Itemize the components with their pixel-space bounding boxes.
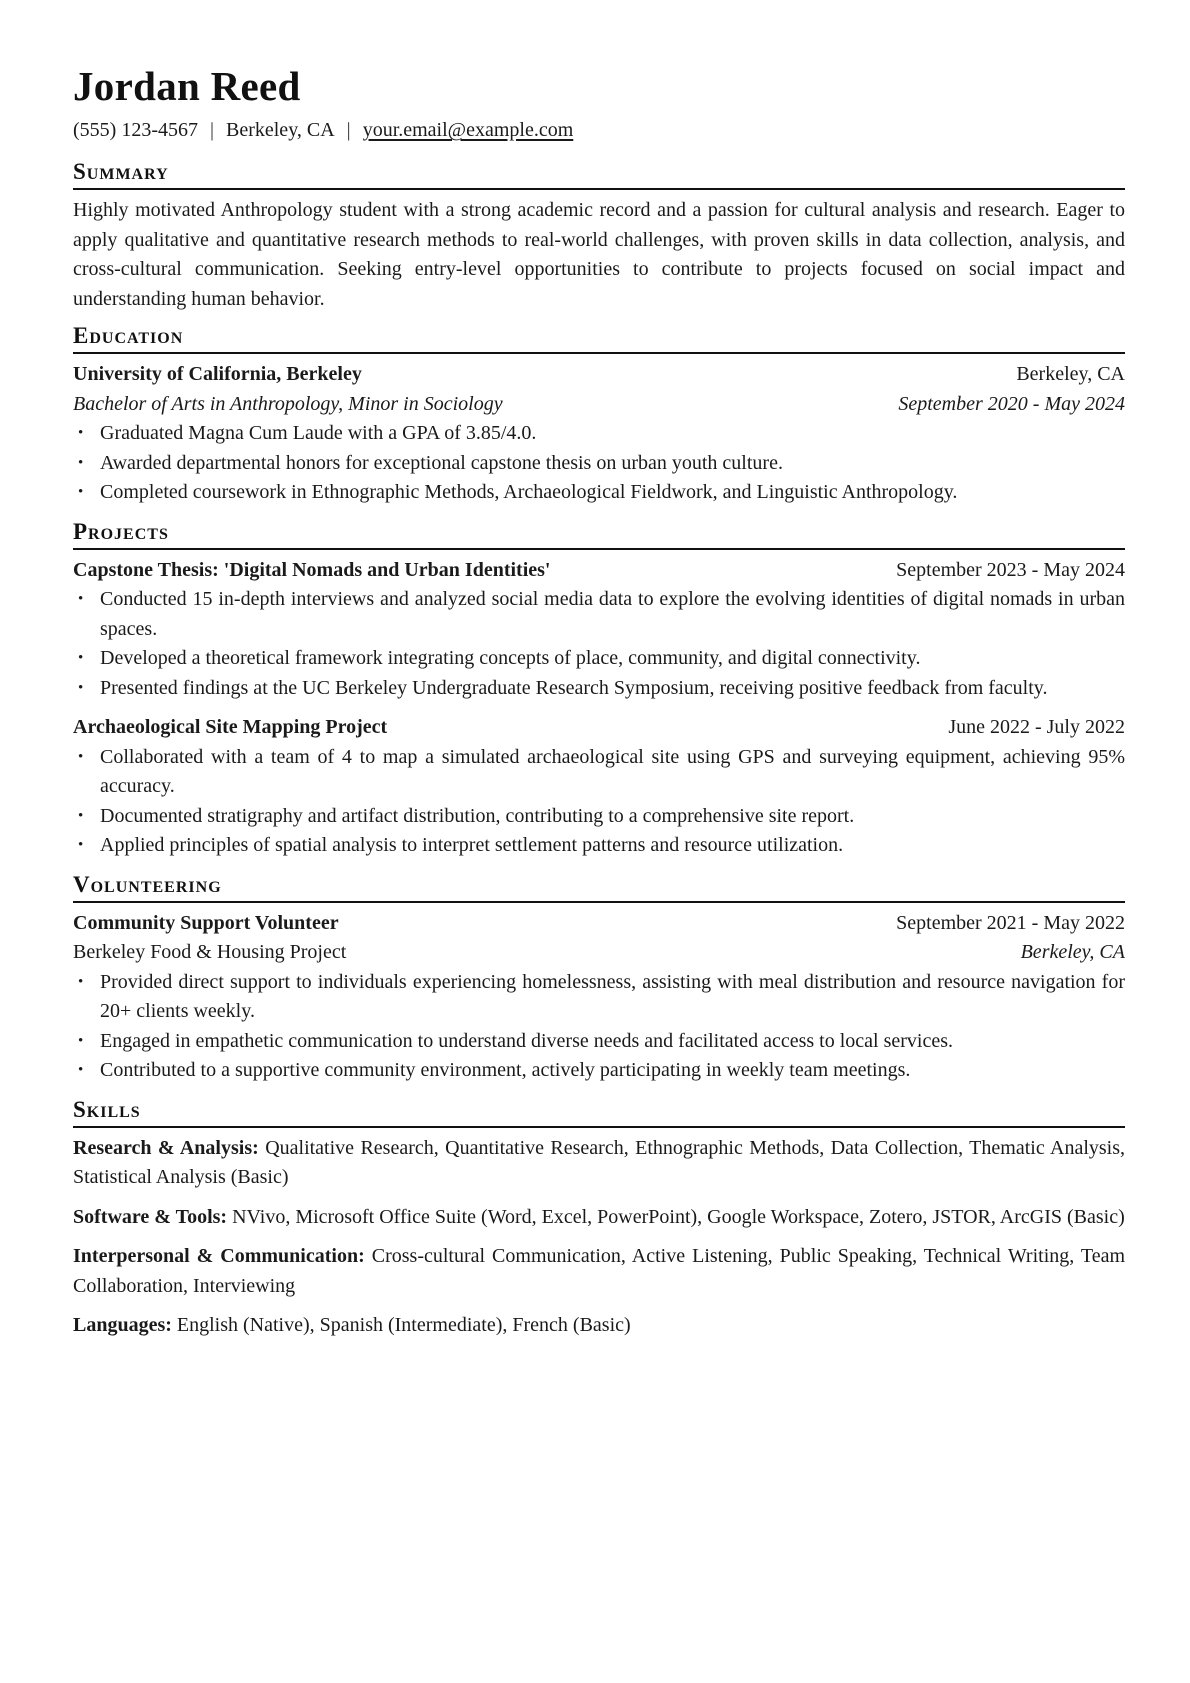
bullet-item: • Graduated Magna Cum Laude with a GPA of 3.85/4.0. — [100, 419, 1125, 449]
skill-group-items: English (Native), Spanish (Intermediate), French (Basic) — [176, 1314, 631, 1336]
volunteer-header-row — [73, 909, 1125, 939]
bullet-item: • Provided direct support to individuals experiencing homelessness, assisting with meal distribution and resource navigation for 20+ clients weekly. — [100, 968, 1125, 1027]
bullet-item: • Completed coursework in Ethnographic Methods, Archaeological Fieldwork, and Linguistic Anthropology. — [100, 478, 1125, 508]
volunteer-dates: September 2021 - May 2022 — [896, 911, 1125, 934]
email-link[interactable]: your.email@example.com — [362, 119, 574, 141]
volunteer-entry — [73, 909, 1125, 1086]
bullet-item: • Applied principles of spatial analysis to interpret settlement patterns and resource utilization. — [100, 831, 1125, 861]
project-dates: June 2022 - July 2022 — [948, 716, 1125, 738]
project-name: Capstone Thesis: 'Digital Nomads and Urban Identities' — [73, 558, 551, 581]
skill-group-label: Languages: — [73, 1314, 172, 1336]
volunteering-section — [73, 871, 1125, 1086]
location: Berkeley, CA — [226, 119, 335, 141]
volunteer-bullets — [73, 968, 1125, 1086]
skill-group-label: Software & Tools: — [73, 1205, 228, 1228]
skill-group — [73, 1242, 1125, 1301]
summary-text: Highly motivated Anthropology student with a strong academic record and a passion for cultural analysis and research. Eager to apply qualitative and quantitative research methods to real-world challenges, with proven skills in data collection, analysis, and cross-cultural communication. Seeking entry-level opportunities to contribute to projects focused on social impact and understanding human behavior. — [73, 199, 1125, 310]
bullet-item: • Collaborated with a team of 4 to map a simulated archaeological site using GPS and surveying equipment, achieving 95% accuracy. — [100, 743, 1125, 802]
skill-group-label: Research & Analysis: — [73, 1136, 259, 1159]
bullet-item: • Developed a theoretical framework integrating concepts of place, community, and digital connectivity. — [100, 644, 1125, 674]
bullet-item: • Awarded departmental honors for exceptional capstone thesis on urban youth culture. — [100, 449, 1125, 479]
education-entry — [73, 360, 1125, 508]
bullet-item: • Conducted 15 in-depth interviews and analyzed social media data to explore the evolving identities of digital nomads in urban spaces. — [100, 585, 1125, 644]
skill-group-items: Qualitative Research, Quantitative Research, Ethnographic Methods, Data Collection, Thematic Analysis, Statistical Analysis (Basic) — [73, 1136, 1125, 1188]
project-header-row — [73, 556, 1125, 586]
skill-group-label: Interpersonal & Communication: — [73, 1245, 365, 1267]
skill-group-items: Cross-cultural Communication, Active Listening, Public Speaking, Technical Writing, Team Collaboration, Interviewing — [73, 1245, 1126, 1297]
contact-line — [73, 116, 1125, 144]
project-dates: September 2023 - May 2024 — [896, 558, 1125, 581]
education-dates: September 2020 - May 2024 — [898, 392, 1125, 415]
phone-number: (555) 123-4567 — [73, 119, 198, 141]
skill-group — [73, 1311, 1125, 1341]
skill-group-items: NVivo, Microsoft Office Suite (Word, Excel, PowerPoint), Google Workspace, Zotero, JSTOR, ArcGIS (Basic) — [232, 1205, 1125, 1228]
project-entry — [73, 713, 1125, 861]
volunteer-organization: Berkeley Food & Housing Project — [73, 941, 347, 963]
education-section — [73, 322, 1125, 508]
skills-section — [73, 1096, 1125, 1341]
section-title-education: Education — [73, 322, 1125, 354]
skill-group — [73, 1203, 1125, 1233]
degree: Bachelor of Arts in Anthropology, Minor in Sociology — [73, 392, 503, 415]
skill-group — [73, 1134, 1125, 1193]
bullet-item: • Presented findings at the UC Berkeley Undergraduate Research Symposium, receiving positive feedback from faculty. — [100, 674, 1125, 704]
project-header-row — [73, 713, 1125, 743]
education-bullets — [73, 419, 1125, 508]
resume-page — [73, 60, 1125, 1351]
bullet-item: • Contributed to a supportive community environment, actively participating in weekly team meetings. — [100, 1056, 1125, 1086]
candidate-name: Jordan Reed — [73, 63, 301, 109]
section-title-summary: Summary — [73, 158, 1125, 190]
volunteer-org-row — [73, 938, 1125, 968]
separator: | — [346, 119, 351, 141]
education-header-row — [73, 360, 1125, 390]
volunteer-location: Berkeley, CA — [1020, 941, 1125, 963]
summary-section — [73, 158, 1125, 314]
project-entry — [73, 556, 1125, 704]
section-title-skills: Skills — [73, 1096, 1125, 1128]
education-degree-row — [73, 390, 1125, 420]
project-bullets — [73, 743, 1125, 861]
section-title-volunteering: Volunteering — [73, 871, 1125, 903]
volunteer-role: Community Support Volunteer — [73, 911, 339, 934]
separator: | — [209, 119, 214, 141]
section-title-projects: Projects — [73, 518, 1125, 550]
bullet-item: • Documented stratigraphy and artifact distribution, contributing to a comprehensive site report. — [100, 802, 1125, 832]
bullet-item: • Engaged in empathetic communication to understand diverse needs and facilitated access to local services. — [100, 1027, 1125, 1057]
institution-location: Berkeley, CA — [1016, 363, 1125, 385]
project-bullets — [73, 585, 1125, 703]
projects-section — [73, 518, 1125, 861]
institution-name: University of California, Berkeley — [73, 363, 362, 385]
project-name: Archaeological Site Mapping Project — [73, 716, 388, 738]
